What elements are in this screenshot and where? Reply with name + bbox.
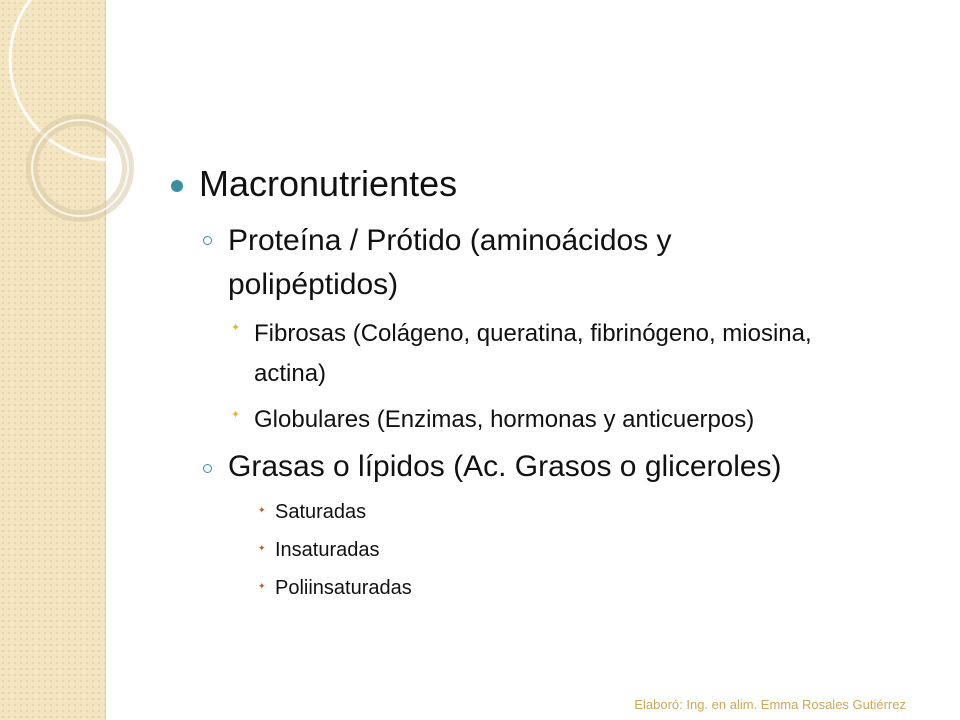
item-proteina-line2: polipéptidos)	[228, 268, 399, 301]
star-bullet-icon: ✦	[258, 543, 266, 553]
item-grasas: Grasas o lípidos (Ac. Grasos o gliceroles)	[228, 450, 782, 483]
star-bullet-icon: ✦	[258, 581, 266, 591]
item-fibrosas-line1: Fibrosas (Colágeno, queratina, fibrinógeno, miosina,	[254, 320, 812, 347]
ring-bullet-icon	[203, 236, 212, 245]
star-bullet-icon: ✦	[258, 505, 266, 515]
heading-macronutrientes: Macronutrientes	[199, 163, 458, 204]
ring-bullet-icon	[203, 464, 212, 473]
star-bullet-icon: ✦	[231, 409, 241, 421]
footer-author: Elaboró: Ing. en alim. Emma Rosales Gutiérrez	[634, 697, 906, 712]
item-globulares: Globulares (Enzimas, hormonas y anticuerpos)	[254, 406, 755, 433]
star-bullet-icon: ✦	[231, 322, 241, 334]
item-insaturadas: Insaturadas	[275, 539, 380, 561]
item-fibrosas-line2: actina)	[254, 360, 327, 387]
round-bullet-icon	[171, 180, 183, 192]
item-poliinsaturadas: Poliinsaturadas	[275, 577, 412, 599]
item-saturadas: Saturadas	[275, 501, 367, 523]
item-proteina-line1: Proteína / Prótido (aminoácidos y	[228, 224, 672, 257]
